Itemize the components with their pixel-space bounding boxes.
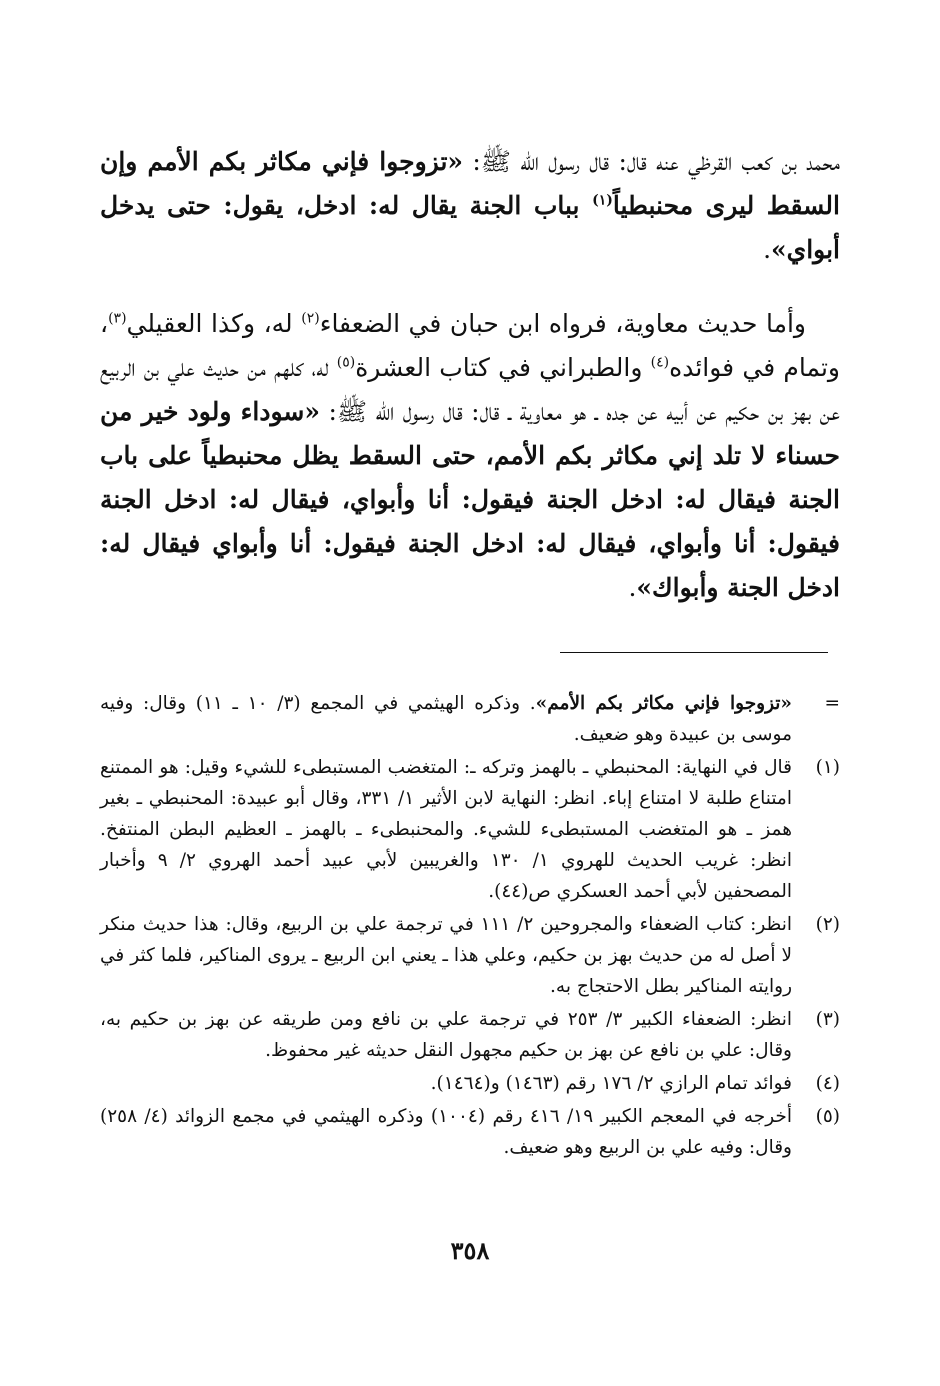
text-span: والطبراني في كتاب العشرة xyxy=(355,353,651,382)
footnote-text: انظر: كتاب الضعفاء والمجروحين ٢/ ١١١ في ترجمة علي بن الربيع، وقال: هذا حديث منكر لا أصل له من حديث بهز بن حكيم، وعلي هذا ـ يعني ابن الربيع ـ يروى المناكير، فلما كثر في روايته المناكير بطل الاحتجاج به. xyxy=(100,914,792,997)
footnote-ref-2: (٢) xyxy=(301,310,320,327)
paragraph-2 xyxy=(100,302,840,610)
footnote-ref-3: (٣) xyxy=(108,310,127,327)
footnote-text: انظر: الضعفاء الكبير ٣/ ٢٥٣ في ترجمة علي بن نافع ومن طريقه عن بهز بن حكيم به، وقال: علي بن نافع عن بهز بن حكيم مجهول النقل حديثه غير محفوظ. xyxy=(100,1009,792,1061)
footnote-ref-5: (٥) xyxy=(336,354,356,371)
text-span: له، كلهم من حديث علي بن الربيع عن بهز بن حكيم عن أبيه عن جده ـ هو معاوية ـ قال: قال رسول الله ﷺ: xyxy=(100,353,840,426)
footnote-marker: (٥) xyxy=(815,1106,840,1127)
footnotes xyxy=(100,688,840,1165)
footnote-marker: (٤) xyxy=(815,1073,840,1094)
footnote-continuation xyxy=(100,688,840,750)
text-span: محمد بن كعب القرظي عنه قال: قال رسول الله ﷺ: xyxy=(463,147,840,176)
hadith-quote: «سوداء ولود خير من حسناء لا تلد إني مكاثر بكم الأمم، حتى السقط يظل محنبطياً على باب الجنة فيقال له: ادخل الجنة فيقول: أنا وأبواي، فيقال له: ادخل الجنة فيقول: أنا وأبواي، فيقال له: ادخل الجنة فيقول: أنا وأبواي فيقال له: ادخل الجنة وأبواك» xyxy=(100,397,840,602)
footnote-text xyxy=(100,688,792,750)
page-number: ٣٥٨ xyxy=(450,1236,490,1265)
footnote-4 xyxy=(100,1068,840,1099)
text-span: ، وتمام في فوائده xyxy=(100,309,840,382)
footnote-ref-4: (٤) xyxy=(650,354,670,371)
text-span: وأما حديث معاوية، فرواه ابن حبان في الضعفاء xyxy=(319,309,806,338)
footnote-marker: (٣) xyxy=(815,1009,840,1030)
main-text xyxy=(100,140,840,610)
footnote-divider xyxy=(560,652,828,653)
footnote-ref-1: (١) xyxy=(592,192,613,209)
hadith-quote-part: بباب الجنة يقال له: ادخل، يقول: حتى يدخل أبواي» xyxy=(100,191,840,264)
text-span: . xyxy=(628,573,637,602)
footnote-2 xyxy=(100,909,840,1002)
footnote-text: أخرجه في المعجم الكبير ١٩/ ٤١٦ رقم (١٠٠٤) وذكره الهيثمي في مجمع الزوائد (٤/ ٢٥٨) وقال: وفيه علي بن الربيع وهو ضعيف. xyxy=(100,1106,792,1158)
text-span: له، وكذا العقيلي xyxy=(126,309,302,338)
footnote-text-rest: . وذكره الهيثمي في المجمع (٣/ ١٠ ـ ١١) وقال: وفيه موسى بن عبيدة وهو ضعيف. xyxy=(100,693,792,745)
text-span: . xyxy=(763,235,772,264)
hadith-quote-part: «تزوجوا فإني مكاثر بكم الأمم وإن السقط ليرى محنبطياً xyxy=(100,147,840,220)
footnote-marker: (١) xyxy=(815,757,840,778)
footnote-text: فوائد تمام الرازي ٢/ ١٧٦ رقم (١٤٦٣) و(١٤٦٤). xyxy=(430,1073,792,1094)
footnote-quote: «تزوجوا فإني مكاثر بكم الأمم» xyxy=(535,693,792,714)
footnote-3 xyxy=(100,1004,840,1066)
footnote-text: قال في النهاية: المحنبطي ـ بالهمز وتركه ـ: المتغضب المستبطىء للشيء وقيل: هو الممتنع امتناع طلبة لا امتناع إباء. انظر: النهاية لابن الأثير ١/ ٣٣١، وقال أبو عبيدة: المحنبطي ـ بغير همز ـ هو المتغضب المستبطىء للشيء. والمحنبطىء ـ بالهمز ـ العظيم البطن المنتفخ. انظر: غريب الحديث للهروي ١/ ١٣٠ والغريبين لأبي عبيد أحمد الهروي ٢/ ٩ وأخبار المصحفين لأبي أحمد العسكري ص(٤٤). xyxy=(100,757,793,902)
footnote-marker: = xyxy=(824,693,840,714)
paragraph-1 xyxy=(100,140,840,272)
footnote-5 xyxy=(100,1101,840,1163)
footnote-marker: (٢) xyxy=(815,914,840,935)
footnote-1 xyxy=(100,752,840,907)
